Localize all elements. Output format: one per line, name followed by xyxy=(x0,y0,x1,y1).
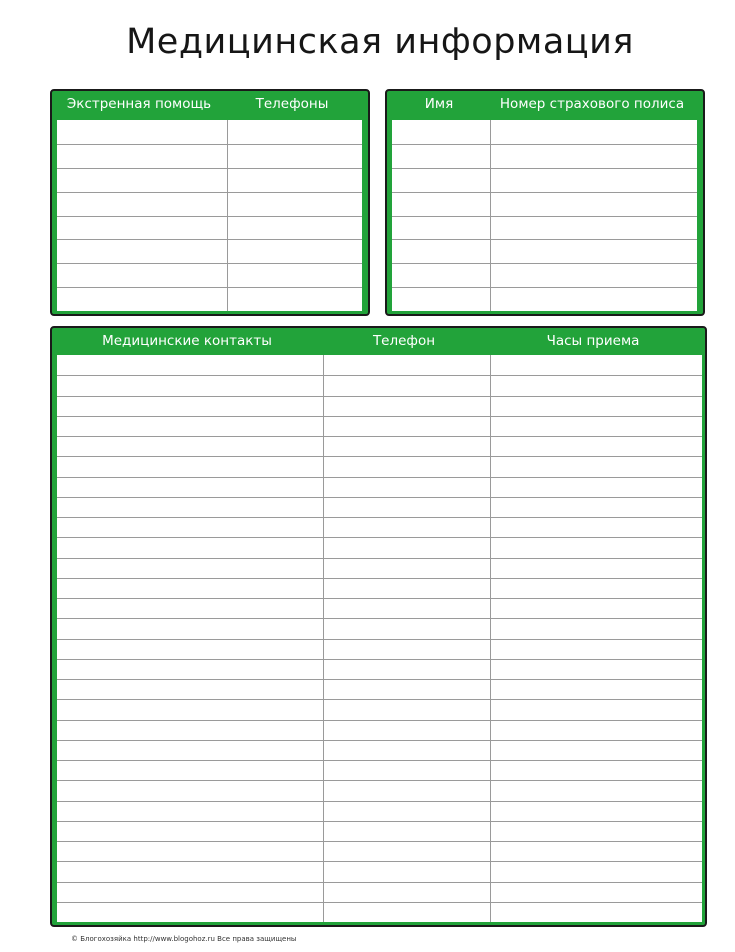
row-line xyxy=(57,598,702,599)
row-line xyxy=(57,497,702,498)
page-title: Медицинская информация xyxy=(126,22,634,62)
row-line xyxy=(392,239,697,240)
row-line xyxy=(57,216,362,217)
row-line xyxy=(57,436,702,437)
contacts-panel xyxy=(50,326,707,927)
row-line xyxy=(57,537,702,538)
row-line xyxy=(57,287,362,288)
row-line xyxy=(57,618,702,619)
contacts-header-col-2: Телефон xyxy=(372,333,436,349)
row-line xyxy=(57,192,362,193)
row-line xyxy=(392,216,697,217)
row-line xyxy=(57,144,362,145)
row-line xyxy=(57,780,702,781)
row-line xyxy=(57,902,702,903)
row-line xyxy=(57,239,362,240)
contacts-table xyxy=(57,355,702,922)
row-line xyxy=(57,639,702,640)
emergency-panel xyxy=(50,89,370,316)
row-line xyxy=(57,720,702,721)
row-line xyxy=(57,760,702,761)
insurance-header xyxy=(387,91,703,118)
row-line xyxy=(57,861,702,862)
row-line xyxy=(57,578,702,579)
insurance-header-col-2: Номер страхового полиса xyxy=(499,96,685,112)
insurance-panel xyxy=(385,89,705,316)
row-line xyxy=(57,679,702,680)
row-line xyxy=(57,659,702,660)
row-line xyxy=(57,168,362,169)
emergency-header-col-2: Телефоны xyxy=(255,96,329,112)
insurance-table xyxy=(392,120,697,311)
row-line xyxy=(57,699,702,700)
emergency-header-col-1: Экстренная помощь xyxy=(66,96,212,112)
row-line xyxy=(57,821,702,822)
insurance-header-col-1: Имя xyxy=(424,96,454,112)
row-line xyxy=(392,192,697,193)
row-line xyxy=(57,841,702,842)
emergency-table xyxy=(57,120,362,311)
row-line xyxy=(57,477,702,478)
footer-copyright: © Блогохозяйка http://www.blogohoz.ru Все права защищены xyxy=(71,935,297,943)
row-line xyxy=(57,517,702,518)
row-line xyxy=(392,144,697,145)
row-line xyxy=(57,416,702,417)
row-line xyxy=(57,396,702,397)
row-line xyxy=(392,263,697,264)
contacts-header xyxy=(52,328,705,355)
row-line xyxy=(57,558,702,559)
row-line xyxy=(392,168,697,169)
row-line xyxy=(57,456,702,457)
contacts-header-col-3: Часы приема xyxy=(546,333,640,349)
row-line xyxy=(57,263,362,264)
row-line xyxy=(392,287,697,288)
contacts-header-col-1: Медицинские контакты xyxy=(102,333,272,349)
row-line xyxy=(57,740,702,741)
emergency-header xyxy=(52,91,368,118)
row-line xyxy=(57,375,702,376)
row-line xyxy=(57,882,702,883)
row-line xyxy=(57,801,702,802)
